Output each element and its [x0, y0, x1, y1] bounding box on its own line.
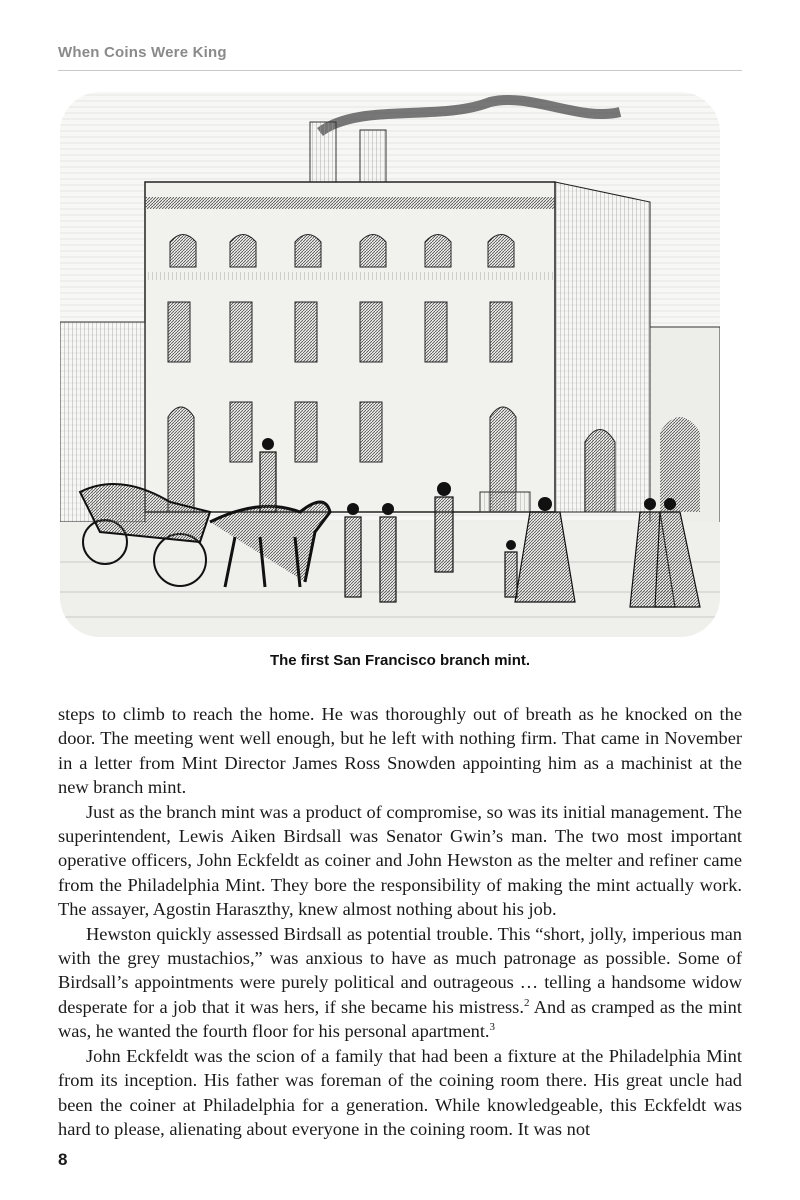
footnote-ref[interactable]: 3 [489, 1021, 496, 1034]
paragraph: John Eckfeldt was the scion of a family that had been a fixture at the Philadelphia Mint from its inception. His father was foreman of the coining room there. His great uncle had been the coiner at Philadelphia for a generation. While knowledgeable, this Eckfeldt was hard to please, alienating about everyone in the coining room. It was not [58, 1045, 742, 1139]
paragraph-text: And as cramped as the mint was, he wanted the fourth floor for his personal apartment. [58, 996, 742, 1042]
paragraph: steps to climb to reach the home. He was thoroughly out of breath as he knocked on the door. The meeting went well enough, but he left with nothing firm. That came in November in a letter from Mint Director James Ross Snowden appointing him as a machinist at the new branch mint. [58, 704, 742, 798]
running-head: When Coins Were King [58, 44, 227, 61]
footnote-ref[interactable]: 2 [523, 996, 530, 1009]
paragraph-text: Hewston quickly assessed Birdsall as potential trouble. This “short, jolly, imperious man with the grey mustachios,” was anxious to have as much patronage as possible. Some of Birdsall’s appointments were purely political and outrageous … telling a handsome widow desperate for a job that it was hers, if she became his mistress. [58, 923, 742, 1017]
figure-caption: The first San Francisco branch mint. [269, 652, 531, 669]
body-text [58, 702, 742, 1141]
mint-engraving [60, 92, 720, 637]
page-number: 8 [58, 1150, 68, 1169]
paragraph [58, 922, 742, 1044]
header-rule [58, 70, 742, 71]
paragraph: Just as the branch mint was a product of compromise, so was its initial management. The superintendent, Lewis Aiken Birdsall was Senator Gwin’s man. The two most important operative officers, John Eckfeldt as coiner and John Hewston as the melter and refiner came from the Philadelphia Mint. They bore the responsibility of making the mint actually work. The assayer, Agostin Haraszthy, knew almost nothing about his job. [58, 801, 742, 920]
